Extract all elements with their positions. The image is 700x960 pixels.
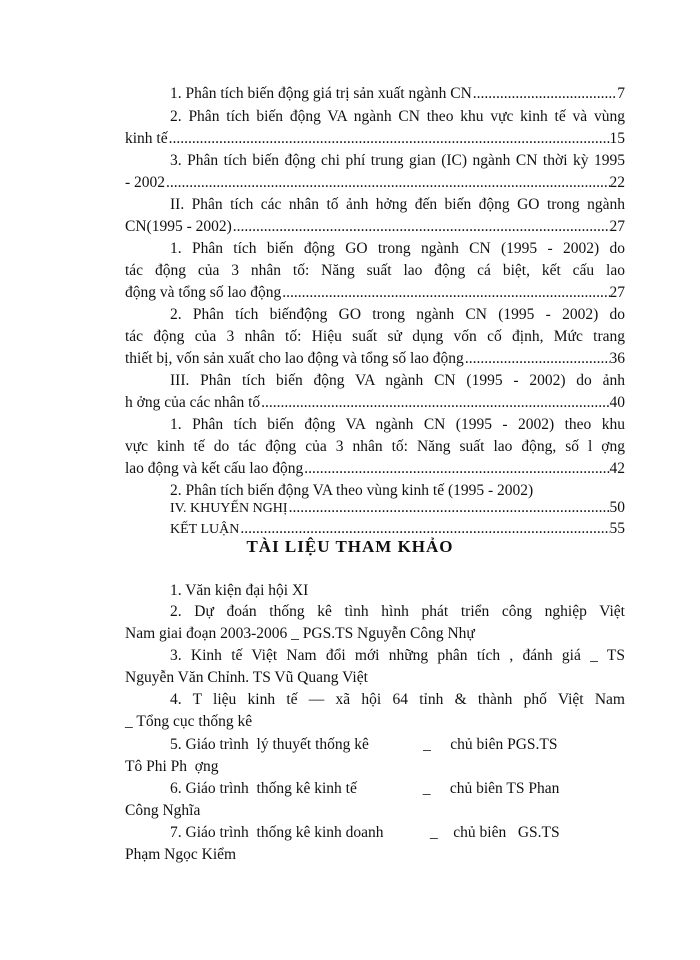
- toc-page-number: 27: [609, 218, 625, 235]
- toc-entry-text: động và tổng số lao động: [125, 284, 282, 301]
- reference-item: [125, 580, 625, 602]
- toc-entry-text: II. Phân tích các nhân tố ảnh hởng đến biến động GO trong ngành: [170, 196, 625, 213]
- toc-leader-dots: [232, 216, 610, 238]
- reference-text: 3. Kinh tế Việt Nam đổi mới những phân tích , đánh giá _ TS: [170, 647, 625, 664]
- toc-entry: [125, 304, 625, 370]
- toc-page-number: 50: [609, 499, 625, 516]
- reference-text: Phạm Ngọc Kiểm: [125, 846, 237, 863]
- reference-text: 4. T liệu kinh tế — xã hội 64 tỉnh & thành phố Việt Nam: [170, 691, 625, 708]
- toc-page-number: 36: [609, 350, 625, 367]
- reference-item: [125, 601, 625, 645]
- reference-item: [125, 822, 625, 866]
- toc-leader-dots: [464, 348, 610, 370]
- toc-page-number: 27: [609, 284, 625, 301]
- toc-entry-text: thiết bị, vốn sản xuất cho lao động và tổng số lao động: [125, 350, 464, 367]
- reference-text: Nam giai đoạn 2003-2006 _ PGS.TS Nguyễn Công Nhự: [125, 625, 475, 642]
- toc-entry-text: 1. Phân tích biến động GO trong ngành CN (1995 - 2002) do: [170, 240, 625, 257]
- reference-item: [125, 734, 625, 778]
- toc-entry: [125, 194, 625, 238]
- toc-entry: [170, 497, 625, 519]
- toc-page-number: 55: [609, 520, 625, 537]
- references-heading: TÀI LIỆU THAM KHẢO: [246, 537, 454, 556]
- toc-entry-text: 1. Phân tích biến động giá trị sản xuất ngành CN: [170, 85, 472, 102]
- toc-leader-dots: [288, 497, 610, 519]
- toc-page-number: 40: [609, 394, 625, 411]
- toc-entry-text: 3. Phân tích biến động chi phí trung gian (IC) ngành CN thời kỳ 1995: [170, 152, 625, 169]
- toc-page-number: 42: [609, 460, 625, 477]
- toc-entry-text: tác động của 3 nhân tố: Năng suất lao động cá biệt, kết cấu lao: [125, 262, 625, 279]
- toc-entry-text: 2. Phân tích biến động VA theo vùng kinh tế (1995 - 2002): [170, 482, 534, 499]
- toc-leader-dots: [281, 282, 609, 304]
- toc-entry-text: KẾT LUẬN: [170, 522, 240, 537]
- reference-item: [125, 689, 625, 733]
- toc-entry: [125, 414, 625, 480]
- toc-entry-text: h ởng của các nhân tố: [125, 394, 261, 411]
- toc-entry-text: IV. KHUYẾN NGHỊ: [170, 501, 288, 516]
- toc-page-number: 15: [609, 130, 625, 147]
- toc-entry-text: 2. Phân tích biến động VA ngành CN theo khu vực kinh tế và vùng: [170, 108, 625, 125]
- reference-text: 7. Giáo trình thống kê kinh doanh _ chủ biên GS.TS: [170, 824, 560, 841]
- reference-text: 2. Dự đoán thống kê tình hình phát triển công nghiệp Việt: [170, 603, 625, 620]
- reference-text: Công Nghĩa: [125, 802, 201, 819]
- reference-text: _ Tổng cục thống kê: [125, 713, 253, 730]
- reference-text: Tô Phi Ph ợng: [125, 758, 219, 775]
- toc-entry: [125, 106, 625, 150]
- toc-leader-dots: [165, 172, 609, 194]
- toc-entry-text: 2. Phân tích biếnđộng GO trong ngành CN (1995 - 2002) do: [170, 306, 625, 323]
- reference-text: Nguyễn Văn Chỉnh. TS Vũ Quang Việt: [125, 669, 368, 686]
- toc-page-number: 22: [609, 174, 625, 191]
- toc-entry: [125, 150, 625, 194]
- toc-entry-text: CN(1995 - 2002): [125, 218, 232, 235]
- toc-entry: [125, 238, 625, 304]
- toc-entry-text: - 2002: [125, 174, 166, 191]
- reference-text: 5. Giáo trình lý thuyết thống kê _ chủ biên PGS.TS: [170, 736, 558, 753]
- toc-entry: [170, 83, 625, 105]
- reference-item: [125, 645, 625, 689]
- toc-entry: [125, 370, 625, 414]
- toc-page-number: 7: [617, 85, 625, 102]
- toc-entry-text: vực kinh tế do tác động của 3 nhân tố: Năng suất lao động, số l ợng: [125, 438, 625, 455]
- reference-text: 1. Văn kiện đại hội XI: [170, 582, 309, 599]
- toc-entry-text: kinh tế: [125, 130, 168, 147]
- toc-entry-text: tác động của 3 nhân tố: Hiệu suất sử dụng vốn cố định, Mức trang: [125, 328, 625, 345]
- toc-leader-dots: [168, 128, 610, 150]
- toc-leader-dots: [260, 392, 609, 414]
- reference-text: 6. Giáo trình thống kê kinh tế _ chủ biên TS Phan: [170, 780, 560, 797]
- toc-entry-text: 1. Phân tích biến động VA ngành CN (1995 - 2002) theo khu: [170, 416, 625, 433]
- toc-leader-dots: [303, 458, 609, 480]
- reference-item: [125, 778, 625, 822]
- toc-entry-text: lao động và kết cấu lao động: [125, 460, 304, 477]
- toc-leader-dots: [472, 83, 617, 105]
- toc-entry-text: III. Phân tích biến động VA ngành CN (1995 - 2002) do ảnh: [170, 372, 625, 389]
